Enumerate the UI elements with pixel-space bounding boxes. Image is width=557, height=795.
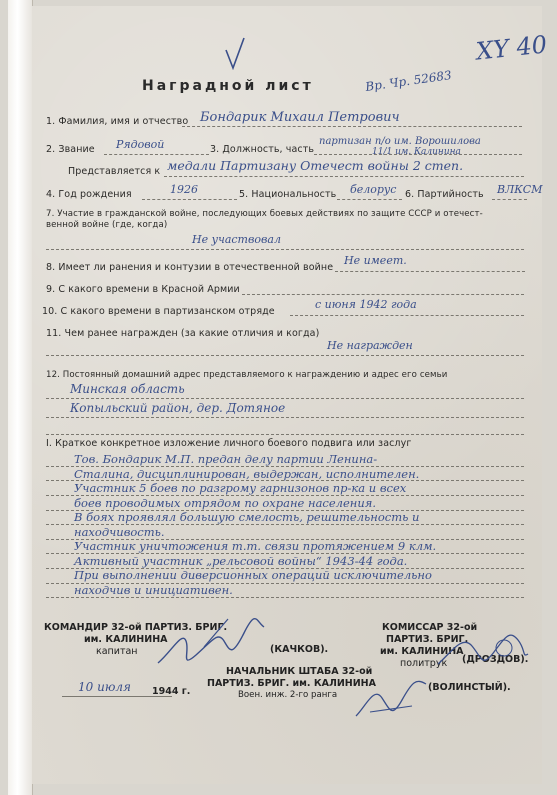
feat-line: Сталина, дисциплинирован, выдержан, исполнителен.: [74, 466, 420, 481]
feat-label: I. Краткое конкретное изложение личного боевого подвига или заслуг: [46, 438, 412, 449]
q12-line1: [46, 398, 524, 399]
q10-line: [290, 315, 524, 316]
feat-line: Активный участник „рельсовой войны“ 1943-44 года.: [74, 553, 408, 568]
q12-value-line2: Копыльский район, дер. Дотяное: [70, 401, 286, 415]
feat-line-rule: [46, 510, 524, 511]
q9-line: [242, 294, 524, 295]
q1-line: [182, 126, 522, 127]
chief-subtitle: ПАРТИЗ. БРИГ. им. КАЛИНИНА: [207, 678, 376, 689]
chief-title: НАЧАЛЬНИК ШТАБА 32-ой: [226, 666, 373, 677]
q8-label: 8. Имеет ли ранения и контузии в отечественной войне: [46, 262, 334, 273]
feat-line: При выполнении диверсионных операций исключительно: [74, 568, 432, 582]
q11-value: Не награжден: [327, 339, 413, 352]
q7-line: [46, 249, 524, 250]
commander-signature-icon: [152, 611, 272, 673]
q5-label: 5. Национальность: [239, 189, 337, 200]
feat-line-rule: [46, 524, 524, 525]
award-sheet: [32, 6, 549, 784]
q4-line: [142, 199, 237, 200]
q4-label: 4. Год рождения: [46, 189, 132, 200]
q5-value: белорус: [350, 183, 397, 196]
q2-line: [104, 154, 209, 155]
feat-line-rule: [46, 583, 524, 584]
q7-value: Не участвовал: [192, 233, 281, 246]
feat-line-rule: [46, 553, 524, 554]
q3-line: [314, 154, 522, 155]
commander-title: КОМАНДИР 32-ой ПАРТИЗ. БРИГ.: [44, 622, 228, 633]
feat-line: Тов. Бондарик М.П. предан делу партии Ленина-: [74, 452, 378, 466]
presented-value: медали Партизану Отечест войны 2 степ.: [167, 158, 464, 173]
q8-value: Не имеет.: [344, 254, 407, 267]
commander-name: (КАЧКОВ).: [270, 644, 329, 655]
feat-line-rule: [46, 480, 524, 481]
date-value: 10 июля: [78, 680, 131, 694]
q12-label: 12. Постоянный домашний адрес представляемого к награждению и адрес его семьи: [46, 370, 448, 380]
feat-line: боев проводимых отрядом по охране населения.: [74, 495, 377, 510]
commissar-signature-icon: [432, 624, 532, 674]
corner-number: XY 40: [474, 30, 549, 66]
feat-line-rule: [46, 539, 524, 540]
feat-line: Участник 5 боев по разгрому гарнизонов пр-ка и всех: [74, 481, 407, 495]
feat-line-rule: [46, 568, 524, 569]
commissar-subtitle: ПАРТИЗ. БРИГ.: [386, 634, 469, 645]
feat-line-rule: [46, 495, 524, 496]
feat-line-rule: [46, 597, 524, 598]
q12-line2: [46, 417, 524, 418]
binding-strip: [8, 0, 33, 795]
q2-label: 2. Звание: [46, 144, 95, 155]
q3-value-line2: 11/1 им. Калинина: [372, 147, 461, 157]
page-title: Наградной лист: [142, 78, 314, 94]
q5-line: [337, 199, 402, 200]
q1-label: 1. Фамилия, имя и отчество: [46, 116, 189, 127]
feat-line: находчив и инициативен.: [74, 582, 233, 597]
q9-label: 9. С какого времени в Красной Армии: [46, 284, 240, 295]
presented-line: [164, 176, 524, 177]
q3-value-line1: партизан п/о им. Ворошилова: [319, 136, 481, 147]
q12-line3: [46, 434, 524, 435]
commander-subtitle: им. КАЛИНИНА: [84, 634, 168, 645]
q11-label: 11. Чем ранее награжден (за какие отличия и когда): [46, 328, 320, 339]
q6-line: [492, 199, 527, 200]
archive-mark: Вр. Чр. 52683: [364, 68, 453, 94]
presented-label: Представляется к: [68, 166, 161, 177]
q4-value: 1926: [170, 183, 198, 196]
q10-value: с июня 1942 года: [315, 298, 417, 311]
commander-rank: капитан: [96, 646, 138, 657]
feat-line: Участник уничтожения т.т. связи протяжением 9 клм.: [74, 539, 437, 553]
q8-line: [335, 271, 525, 272]
chief-name: (ВОЛИНСТЫЙ).: [428, 682, 511, 693]
feat-line: В боях проявлял большую смелость, решительность и: [74, 510, 420, 524]
q7-label-line1: 7. Участие в гражданской войне, последующих боевых действиях по защите СССР и отечест-: [46, 209, 483, 219]
commissar-subtitle2: им. КАЛИНИНА: [380, 646, 464, 657]
q6-label: 6. Партийность: [405, 189, 484, 200]
commissar-rank: политрук: [400, 658, 448, 669]
feat-line-rule: [46, 466, 524, 467]
feat-line: находчивость.: [74, 524, 165, 539]
chief-signature-icon: [352, 666, 432, 724]
q11-line: [46, 355, 524, 356]
q6-value: ВЛКСМ: [497, 183, 543, 196]
commissar-title: КОМИССАР 32-ой: [382, 622, 478, 633]
q12-value-line1: Минская область: [70, 382, 185, 396]
q7-label-line2: венной войне (где, когда): [46, 220, 168, 230]
chief-rank: Воен. инж. 2-го ранга: [238, 690, 338, 700]
q3-label: 3. Должность, часть: [210, 144, 315, 155]
check-mark-icon: [224, 36, 246, 70]
date-year: 1944 г.: [152, 686, 191, 697]
q1-value: Бондарик Михаил Петрович: [200, 110, 400, 125]
commissar-name: (ДРОЗДОВ).: [462, 654, 529, 665]
q10-label: 10. С какого времени в партизанском отряде: [42, 306, 275, 317]
q2-value: Рядовой: [116, 138, 165, 151]
